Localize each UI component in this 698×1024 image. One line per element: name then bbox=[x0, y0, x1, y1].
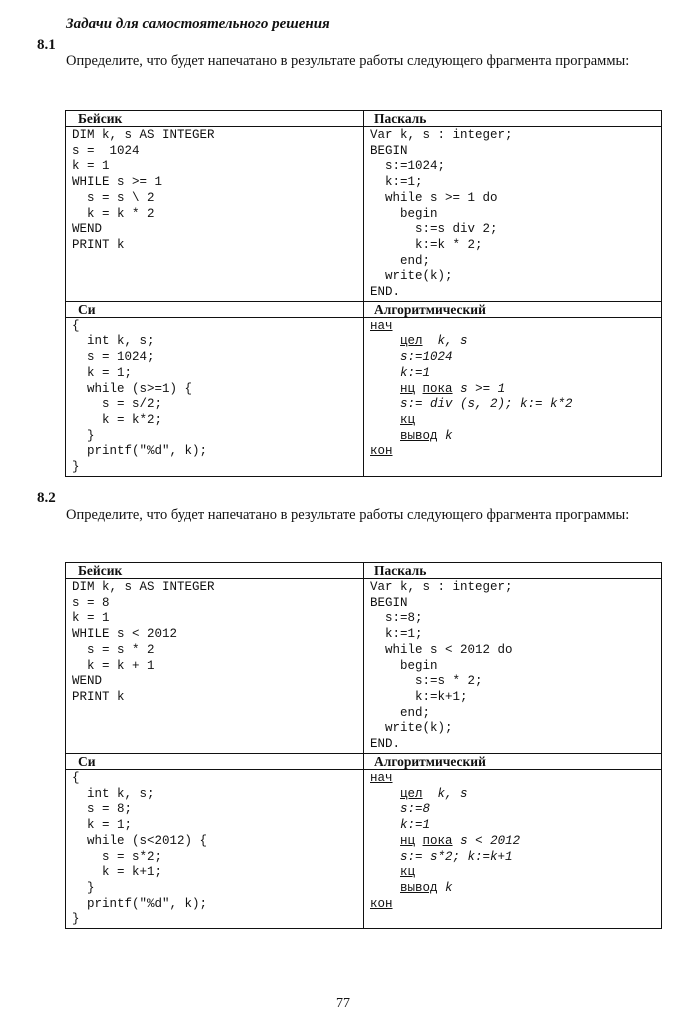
code-line: { bbox=[72, 318, 80, 333]
keyword: нц bbox=[400, 833, 416, 848]
code-line bbox=[370, 397, 661, 413]
code-line: begin bbox=[370, 658, 438, 673]
header-basic: Бейсик bbox=[66, 563, 364, 579]
code-line: k:=1; bbox=[370, 175, 423, 190]
code-token: s:=8 bbox=[400, 802, 431, 817]
code-line: s:=8; bbox=[370, 611, 423, 626]
code-table bbox=[65, 562, 662, 929]
code-line bbox=[370, 429, 661, 445]
code-token: s:= div (s, 2); k:= k*2 bbox=[400, 397, 573, 412]
code-line: DIM k, s AS INTEGER bbox=[72, 128, 215, 142]
code-line: PRINT k bbox=[72, 237, 125, 252]
code-token bbox=[415, 382, 423, 396]
code-line: s = 1024 bbox=[72, 143, 140, 158]
header-basic: Бейсик bbox=[66, 111, 364, 127]
basic-code bbox=[72, 579, 363, 706]
code-line bbox=[370, 897, 661, 913]
code-token: s:= s*2; k:=k+1 bbox=[400, 849, 513, 864]
keyword: кц bbox=[400, 412, 416, 427]
code-line: DIM k, s AS INTEGER bbox=[72, 580, 215, 594]
keyword: пока bbox=[422, 833, 453, 848]
problem-number: 8.2 bbox=[37, 490, 56, 506]
basic-code bbox=[72, 127, 363, 254]
code-line: while (s<2012) { bbox=[72, 833, 208, 848]
pascal-code bbox=[370, 579, 661, 753]
code-line: s = 8 bbox=[72, 595, 110, 610]
code-line bbox=[370, 366, 661, 382]
keyword: цел bbox=[400, 334, 423, 349]
code-token: k, s bbox=[422, 334, 468, 349]
code-line: } bbox=[72, 460, 80, 475]
keyword: пока bbox=[422, 381, 453, 396]
problem-text: Определите, что будет напечатано в результате работы следующего фрагмента программы: bbox=[66, 507, 630, 523]
code-token: k:=1 bbox=[400, 365, 431, 380]
code-line: k = k * 2 bbox=[72, 206, 155, 221]
code-line: PRINT k bbox=[72, 689, 125, 704]
code-line: BEGIN bbox=[370, 143, 408, 158]
code-line: s = s*2; bbox=[72, 849, 163, 864]
header-c: Си bbox=[66, 301, 364, 317]
code-token bbox=[370, 834, 400, 848]
code-line bbox=[370, 319, 661, 335]
pascal-code bbox=[370, 127, 661, 301]
code-line bbox=[370, 818, 661, 834]
code-line: s = s/2; bbox=[72, 397, 163, 412]
algo-code bbox=[370, 318, 661, 460]
code-line: WEND bbox=[72, 674, 103, 689]
header-algo: Алгоритмический bbox=[364, 301, 662, 317]
code-line: s:=s * 2; bbox=[370, 674, 483, 689]
code-line: write(k); bbox=[370, 721, 453, 736]
code-line: k:=k * 2; bbox=[370, 237, 483, 252]
keyword: вывод bbox=[400, 880, 438, 895]
code-line: while s >= 1 do bbox=[370, 190, 498, 205]
code-line bbox=[370, 382, 661, 398]
c-code bbox=[72, 318, 363, 476]
code-token: s:=1024 bbox=[400, 350, 453, 365]
code-line: k = 1 bbox=[72, 611, 110, 626]
code-token bbox=[415, 834, 423, 848]
keyword: кон bbox=[370, 896, 393, 911]
code-token: k bbox=[437, 880, 453, 895]
code-line: } bbox=[72, 428, 95, 443]
code-line bbox=[370, 787, 661, 803]
code-line: k = k*2; bbox=[72, 412, 163, 427]
code-line: Var k, s : integer; bbox=[370, 128, 513, 142]
code-line: int k, s; bbox=[72, 334, 155, 349]
header-pascal: Паскаль bbox=[364, 111, 662, 127]
code-line bbox=[370, 802, 661, 818]
code-token bbox=[370, 413, 400, 427]
header-algo: Алгоритмический bbox=[364, 754, 662, 770]
code-line bbox=[370, 334, 661, 350]
code-line: end; bbox=[370, 253, 431, 268]
code-line bbox=[370, 444, 661, 460]
code-line: Var k, s : integer; bbox=[370, 580, 513, 594]
code-line: s:=s div 2; bbox=[370, 222, 498, 237]
code-line bbox=[370, 881, 661, 897]
code-token: k, s bbox=[422, 786, 468, 801]
code-line: WHILE s < 2012 bbox=[72, 627, 178, 642]
code-token bbox=[370, 802, 400, 816]
code-token bbox=[370, 429, 400, 443]
code-line: printf("%d", k); bbox=[72, 444, 208, 459]
problem-number: 8.1 bbox=[37, 37, 56, 53]
code-line: int k, s; bbox=[72, 786, 155, 801]
keyword: нц bbox=[400, 381, 416, 396]
code-line: k = 1 bbox=[72, 159, 110, 174]
code-token bbox=[370, 787, 400, 801]
code-line: s:=1024; bbox=[370, 159, 446, 174]
keyword: кон bbox=[370, 444, 393, 459]
section-heading: Задачи для самостоятельного решения bbox=[66, 16, 330, 32]
code-line: k = 1; bbox=[72, 365, 133, 380]
code-line: END. bbox=[370, 737, 401, 752]
code-table bbox=[65, 110, 662, 477]
code-line: k = 1; bbox=[72, 818, 133, 833]
code-token: k bbox=[437, 428, 453, 443]
problem-text: Определите, что будет напечатано в результате работы следующего фрагмента программы: bbox=[66, 53, 630, 69]
code-line: } bbox=[72, 912, 80, 927]
code-token bbox=[370, 865, 400, 879]
code-line bbox=[370, 834, 661, 850]
code-line: k = k + 1 bbox=[72, 658, 155, 673]
algo-code bbox=[370, 770, 661, 912]
code-token bbox=[370, 382, 400, 396]
header-pascal: Паскаль bbox=[364, 563, 662, 579]
keyword: нач bbox=[370, 318, 393, 333]
code-line: END. bbox=[370, 285, 401, 300]
code-line bbox=[370, 413, 661, 429]
code-line: s = s \ 2 bbox=[72, 190, 155, 205]
keyword: кц bbox=[400, 865, 416, 880]
code-line: s = 1024; bbox=[72, 350, 155, 365]
code-token bbox=[370, 850, 400, 864]
code-line: { bbox=[72, 771, 80, 785]
code-token bbox=[370, 350, 400, 364]
code-token bbox=[370, 397, 400, 411]
code-line: while (s>=1) { bbox=[72, 381, 193, 396]
code-line: write(k); bbox=[370, 269, 453, 284]
code-line: s = s * 2 bbox=[72, 642, 155, 657]
code-line: BEGIN bbox=[370, 595, 408, 610]
header-c: Си bbox=[66, 754, 364, 770]
code-token bbox=[370, 818, 400, 832]
code-line: } bbox=[72, 880, 95, 895]
code-token bbox=[370, 881, 400, 895]
code-line: k:=k+1; bbox=[370, 689, 468, 704]
code-token bbox=[370, 366, 400, 380]
page-number: 77 bbox=[336, 996, 350, 1011]
code-line: k:=1; bbox=[370, 627, 423, 642]
code-token: k:=1 bbox=[400, 818, 431, 833]
code-line bbox=[370, 850, 661, 866]
keyword: вывод bbox=[400, 428, 438, 443]
code-line: while s < 2012 do bbox=[370, 642, 513, 657]
code-line: k = k+1; bbox=[72, 865, 163, 880]
code-line bbox=[370, 865, 661, 881]
code-line: s = 8; bbox=[72, 802, 133, 817]
code-line bbox=[370, 350, 661, 366]
code-line: WEND bbox=[72, 222, 103, 237]
code-token: s < 2012 bbox=[452, 833, 521, 848]
code-line: printf("%d", k); bbox=[72, 896, 208, 911]
keyword: нач bbox=[370, 771, 393, 785]
code-line: WHILE s >= 1 bbox=[72, 175, 163, 190]
code-token bbox=[370, 334, 400, 348]
c-code bbox=[72, 770, 363, 928]
code-line bbox=[370, 771, 661, 787]
code-line: begin bbox=[370, 206, 438, 221]
code-token: s >= 1 bbox=[452, 381, 506, 396]
keyword: цел bbox=[400, 786, 423, 801]
code-line: end; bbox=[370, 705, 431, 720]
